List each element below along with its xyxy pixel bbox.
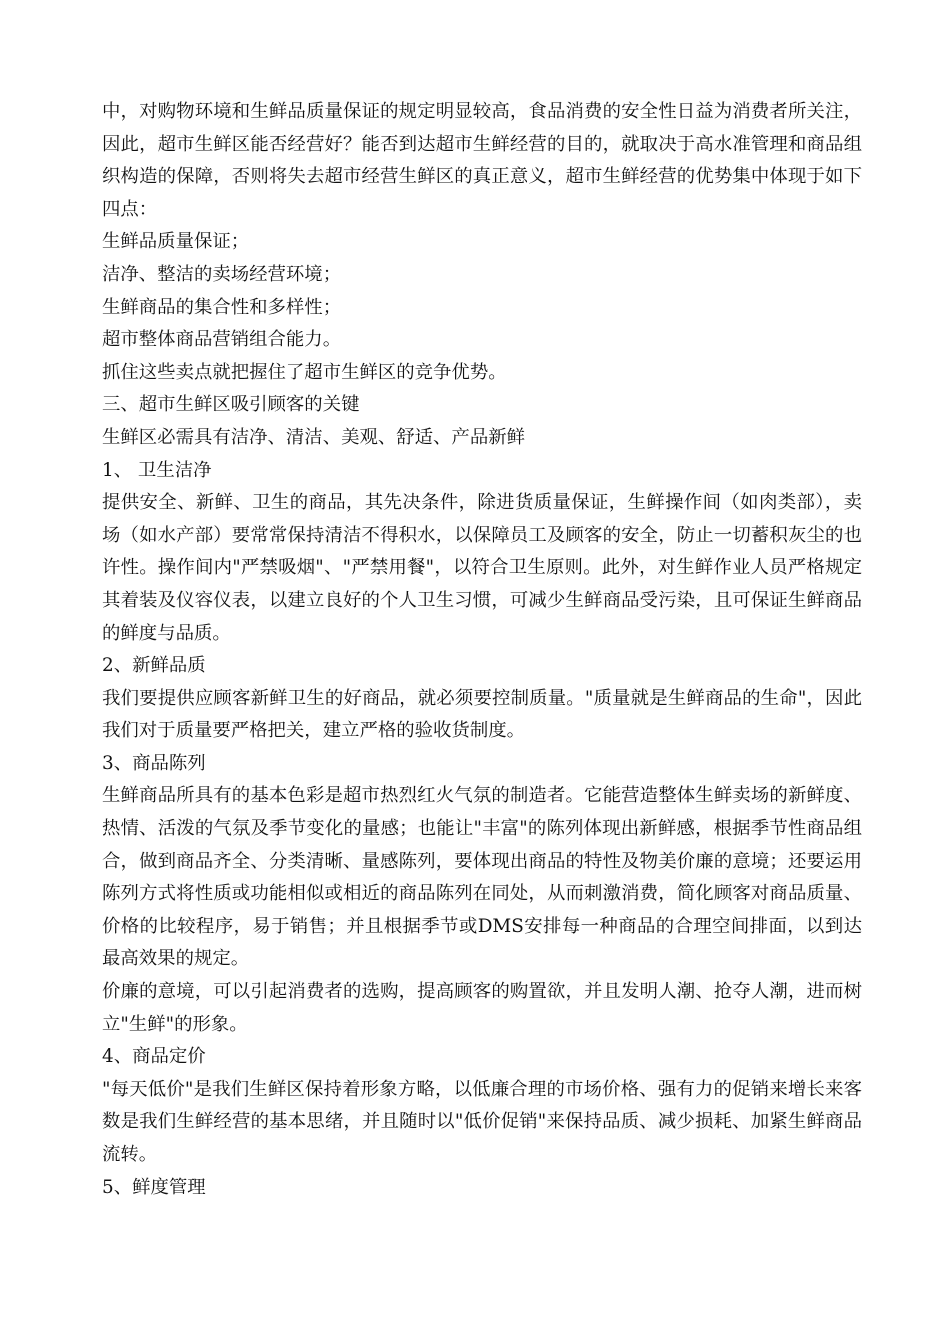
paragraph-intro: 中，对购物环境和生鲜品质量保证的规定明显较高，食品消费的安全性日益为消费者所关注，因此，超市生鲜区能否经营好？能否到达超市生鲜经营的目的，就取决于高水准管理和商品组织构造的保障，否则将失去超市经营生鲜区的真正意义，超市生鲜经营的优势集中体现于如下四点：	[102, 101, 862, 220]
subheading-freshness: 2、新鲜品质	[102, 655, 206, 677]
paragraph-pricing: "每天低价"是我们生鲜区保持着形象方略，以低廉合理的市场价格、强有力的促销来增长来客数是我们生鲜经营的基本思绪，并且随时以"低价促销"来保持品质、减少损耗、加紧生鲜商品流转。	[102, 1078, 862, 1165]
paragraph-requirements: 生鲜区必需具有洁净、清洁、美观、舒适、产品新鲜	[102, 426, 525, 448]
list-item-variety: 生鲜商品的集合性和多样性；	[102, 296, 342, 318]
subheading-display: 3、商品陈列	[102, 752, 206, 774]
paragraph-display: 生鲜商品所具有的基本色彩是超市热烈红火气氛的制造者。它能营造整体生鲜卖场的新鲜度、热情、活泼的气氛及季节变化的量感；也能让"丰富"的陈列体现出新鲜感，根据季节性商品组合，做到商品齐全、分类清晰、量感陈列，要体现出商品的特性及物美价廉的意境；还要运用陈列方式将性质或功能相似或相近的商品陈列在同处，从而刺激消费，简化顾客对商品质量、价格的比较程序，易于销售；并且根据季节或DMS安排每一种商品的合理空间排面，以到达最高效果的规定。	[102, 785, 862, 970]
subheading-freshness-management: 5、鲜度管理	[102, 1176, 206, 1198]
paragraph-value: 价廉的意境，可以引起消费者的选购，提高顾客的购置欲，并且发明人潮、抢夺人潮，进而树立"生鲜"的形象。	[102, 981, 862, 1035]
subheading-hygiene: 1、 卫生洁净	[102, 459, 212, 481]
list-item-marketing: 超市整体商品营销组合能力。	[102, 329, 342, 351]
subheading-pricing: 4、商品定价	[102, 1046, 206, 1068]
paragraph-summary: 抓住这些卖点就把握住了超市生鲜区的竞争优势。	[102, 361, 507, 383]
paragraph-hygiene: 提供安全、新鲜、卫生的商品，其先决条件，除进货质量保证，生鲜操作间（如肉类部），卖场（如水产部）要常常保持清洁不得积水，以保障员工及顾客的安全，防止一切蓄积灰尘的也许性。操作间内"严禁吸烟"、"严禁用餐"，以符合卫生原则。此外，对生鲜作业人员严格规定其着装及仪容仪表，以建立良好的个人卫生习惯，可减少生鲜商品受污染，且可保证生鲜商品的鲜度与品质。	[102, 492, 862, 644]
document-body	[102, 96, 862, 1204]
paragraph-freshness: 我们要提供应顾客新鲜卫生的好商品，就必须要控制质量。"质量就是生鲜商品的生命"，因此我们对于质量要严格把关，建立严格的验收货制度。	[102, 687, 862, 742]
list-item-quality: 生鲜品质量保证；	[102, 231, 250, 253]
list-item-environment: 洁净、整洁的卖场经营环境；	[102, 263, 342, 285]
section-heading-3: 三、超市生鲜区吸引顾客的关键	[102, 394, 360, 416]
